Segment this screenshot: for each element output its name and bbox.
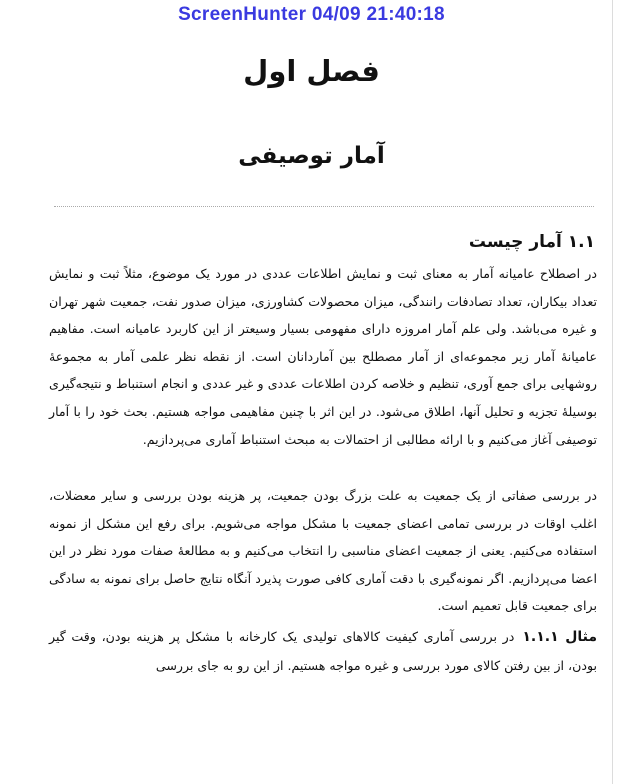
chapter-subtitle: آمار توصیفی xyxy=(238,143,385,169)
example-text: در بررسی آماری کیفیت کالاهای تولیدی یک کارخانه با مشکل پر هزینه بودن، وقت گیر بودن، از بین رفتن کالای مورد بررسی و غیره مواجه هستیم. از این رو به جای بررسی xyxy=(49,629,597,673)
divider xyxy=(54,206,594,207)
paragraph-1: در اصطلاح عامیانه آمار به معنای ثبت و نمایش اطلاعات عددی در مورد یک موضوع، مثلاً ثبت و نمایش تعداد بیکاران، تعداد تصادفات رانندگی، میزان محصولات کشاورزی، میزان صدور نفت، جمعیت شهر تهران و غیره می‌باشد. ولی علم آمار امروزه دارای مفهومی بسیار وسیعتر از این کاربرد عامیانه است. مفاهیم عامیانهٔ آمار زیر مجموعه‌ای از آمار مصطلح بین آماردانان است. از نقطه نظر علمی آمار به مجموعهٔ روشهایی برای جمع آوری، تنظیم و خلاصه کردن اطلاعات عددی و غیر عددی و انجام استنباط و نتیجه‌گیری بوسیلهٔ تجزیه و تحلیل آنها، اطلاق می‌شود. در این اثر با چنین مفاهیمی مواجه هستیم. بحث خود را با آمار توصیفی آغاز می‌کنیم و با ارائه مطالبی از احتمالات به مبحث استنباط آماری می‌پردازیم. xyxy=(49,266,597,447)
example-paragraph xyxy=(49,623,597,679)
screenshot-stamp: ScreenHunter 04/09 21:40:18 xyxy=(178,4,445,25)
chapter-title: فصل اول xyxy=(243,54,380,88)
example-label: مثال ۱.۱.۱ xyxy=(522,629,597,645)
paragraph-2: در بررسی صفاتی از یک جمعیت به علت بزرگ بودن جمعیت، پر هزینه بودن بررسی و سایر معضلات، اغلب اوقات در بررسی تمامی اعضای جمعیت با مشکل مواجه می‌شویم. برای رفع این مشکل از نمونه استفاده می‌کنیم. یعنی از جمعیت اعضای مناسبی را انتخاب می‌کنیم و به مطالعهٔ صفات مورد نظر در این اعضا می‌پردازیم. اگر نمونه‌گیری با دقت آماری کافی صورت پذیرد آنگاه نتایج حاصل برای نمونه به سادگی برای جمعیت قابل تعمیم است. xyxy=(49,488,597,614)
section-heading: ۱.۱ آمار چیست xyxy=(468,232,595,252)
